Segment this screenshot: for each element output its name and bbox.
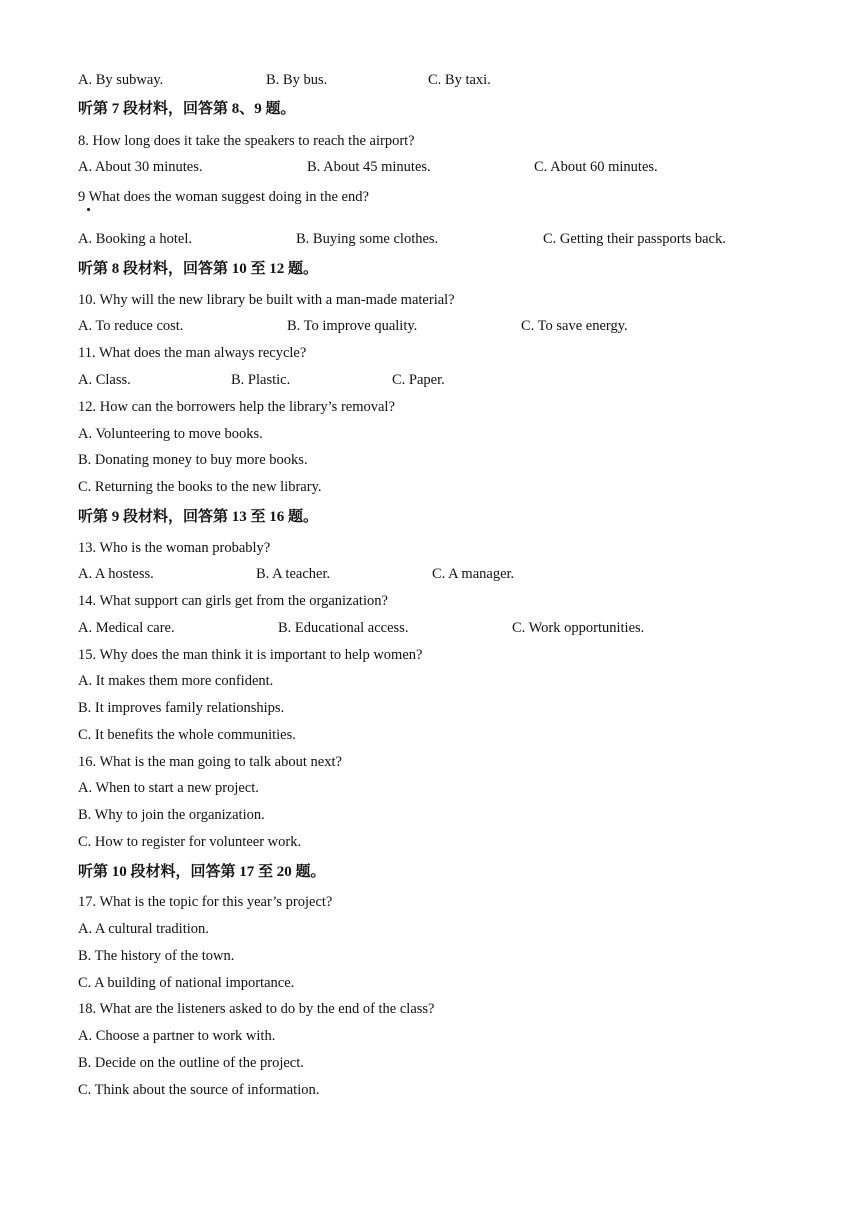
q10-stem: 10. Why will the new library be built with a man-made material?	[78, 292, 455, 308]
q18-option-b: B. Decide on the outline of the project.	[78, 1055, 304, 1071]
q13-stem: 13. Who is the woman probably?	[78, 540, 271, 556]
section-7-heading: 听第 7 段材料，回答第 8、9 题。	[78, 101, 296, 117]
q18-option-a: A. Choose a partner to work with.	[78, 1028, 276, 1044]
q13-option-a: A. A hostess.	[78, 566, 154, 582]
q11-stem: 11. What does the man always recycle?	[78, 345, 307, 361]
q15-option-a: A. It makes them more confident.	[78, 673, 274, 689]
q16-option-b: B. Why to join the organization.	[78, 807, 265, 823]
q8-option-c: C. About 60 minutes.	[534, 159, 658, 175]
q14-option-c: C. Work opportunities.	[512, 620, 645, 636]
q16-option-c: C. How to register for volunteer work.	[78, 834, 302, 850]
q11-option-a: A. Class.	[78, 372, 131, 388]
q10-option-a: A. To reduce cost.	[78, 318, 184, 334]
q9-option-a: A. Booking a hotel.	[78, 231, 192, 247]
q15-option-b: B. It improves family relationships.	[78, 700, 285, 716]
q17-stem: 17. What is the topic for this year’s project?	[78, 894, 333, 910]
q7-option-b: B. By bus.	[266, 72, 328, 88]
q18-stem: 18. What are the listeners asked to do by the end of the class?	[78, 1001, 435, 1017]
q13-option-c: C. A manager.	[432, 566, 515, 582]
q17-option-a: A. A cultural tradition.	[78, 921, 209, 937]
q7-option-c: C. By taxi.	[428, 72, 491, 88]
q17-option-b: B. The history of the town.	[78, 948, 235, 964]
q10-option-b: B. To improve quality.	[287, 318, 418, 334]
q8-stem: 8. How long does it take the speakers to reach the airport?	[78, 133, 415, 149]
q11-option-b: B. Plastic.	[231, 372, 291, 388]
section-9-heading: 听第 9 段材料，回答第 13 至 16 题。	[78, 509, 319, 525]
q14-option-b: B. Educational access.	[278, 620, 409, 636]
q8-option-b: B. About 45 minutes.	[307, 159, 431, 175]
q14-option-a: A. Medical care.	[78, 620, 175, 636]
q18-option-c: C. Think about the source of information.	[78, 1082, 320, 1098]
q15-stem: 15. Why does the man think it is important to help women?	[78, 647, 423, 663]
q7-option-a: A. By subway.	[78, 72, 164, 88]
q12-option-c: C. Returning the books to the new library.	[78, 479, 322, 495]
q9-option-c: C. Getting their passports back.	[543, 231, 726, 247]
q16-option-a: A. When to start a new project.	[78, 780, 259, 796]
section-8-heading: 听第 8 段材料，回答第 10 至 12 题。	[78, 261, 319, 277]
q9-option-b: B. Buying some clothes.	[296, 231, 439, 247]
q13-option-b: B. A teacher.	[256, 566, 331, 582]
q12-option-a: A. Volunteering to move books.	[78, 426, 263, 442]
q15-option-c: C. It benefits the whole communities.	[78, 727, 296, 743]
section-10-heading: 听第 10 段材料，回答第 17 至 20 题。	[78, 864, 326, 880]
q12-stem: 12. How can the borrowers help the library’s removal?	[78, 399, 395, 415]
q9-marker-dot	[87, 208, 90, 211]
q17-option-c: C. A building of national importance.	[78, 975, 295, 991]
q9-stem: 9 What does the woman suggest doing in the end?	[78, 189, 369, 205]
q12-option-b: B. Donating money to buy more books.	[78, 452, 308, 468]
q16-stem: 16. What is the man going to talk about next?	[78, 754, 342, 770]
q11-option-c: C. Paper.	[392, 372, 445, 388]
q10-option-c: C. To save energy.	[521, 318, 628, 334]
q8-option-a: A. About 30 minutes.	[78, 159, 203, 175]
q14-stem: 14. What support can girls get from the organization?	[78, 593, 388, 609]
